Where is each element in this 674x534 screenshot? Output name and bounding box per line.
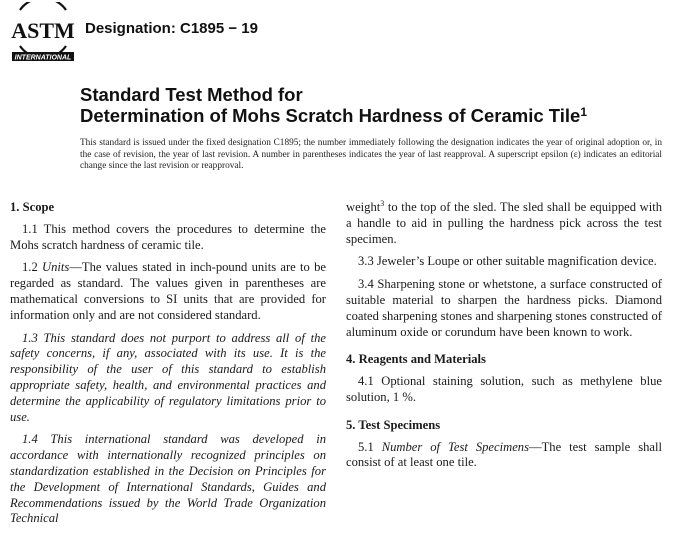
paragraph-1-2 [10, 260, 326, 323]
logo-wordmark: ASTM [11, 18, 75, 43]
paragraph-1-2-number: 1.2 [22, 260, 43, 275]
right-column [346, 200, 662, 478]
title-line-2 [80, 105, 660, 126]
designation: Designation: C1895 − 19 [85, 20, 258, 37]
footnote-3-marker: 3 [380, 198, 385, 208]
paragraph-5-1 [346, 440, 662, 472]
paragraph-1-2-label: Units [42, 260, 70, 275]
document-title [80, 84, 660, 126]
paragraph-3-3: 3.3 Jeweler’s Loupe or other suitable magnification device. [358, 254, 657, 269]
paragraph-1-4: 1.4 This international standard was developed in accordance with internationally recognized principles on standardization established in the Decision on Principles for the Development of International Standards, Guides and Recommendations issued by the World Trade Organization Technical [10, 432, 326, 526]
paragraph-1-3: 1.3 This standard does not purport to address all of the safety concerns, if any, associated with its use. It is the responsibility of the user of this standard to establish appropriate safety, health, and environmental practices and determine the applicability of regulatory limitations prior to use. [10, 330, 326, 424]
left-column [10, 200, 326, 534]
section-4-heading: 4. Reagents and Materials [346, 352, 486, 367]
title-line-2-text: Determination of Mohs Scratch Hardness of Ceramic Tile [80, 105, 581, 126]
title-line-1: Standard Test Method for [80, 84, 303, 105]
paragraph-3-4: 3.4 Sharpening stone or whetstone, a surface constructed of suitable material to sharpen the hardness picks. Diamond coated sharpening stones and sharpening stones constructed of aluminum oxide or corundum have been known to work. [346, 277, 662, 339]
paragraph-1-1: 1.1 This method covers the procedures to determine the Mohs scratch hardness of ceramic tile. [10, 221, 326, 252]
standard-notice: This standard is issued under the fixed designation C1895; the number immediately following the designation indicates the year of original adoption or, in the case of revision, the year of last revision. A number in parentheses indicates the year of last reapproval. A superscript epsilon (ε) indicates an editorial change since the last revision or reapproval. [80, 138, 662, 171]
section-5-heading: 5. Test Specimens [346, 417, 441, 432]
paragraph-5-1-text: —The test sample shall consist of at least one tile. [346, 439, 662, 470]
paragraph-continuation [346, 200, 662, 247]
astm-logo [8, 2, 78, 64]
title-footnote-marker: 1 [580, 105, 588, 119]
continuation-start: weight [346, 200, 381, 214]
continuation-end: to the top of the sled. The sled shall be equipped with a handle to aid in pulling the hardness pick across the test specimen. [346, 200, 662, 246]
paragraph-4-1: 4.1 Optional staining solution, such as methylene blue solution, 1 %. [346, 374, 662, 404]
logo-subtext: INTERNATIONAL [14, 54, 72, 62]
section-1-heading: 1. Scope [10, 200, 55, 214]
paragraph-5-1-label: Number of Test Specimens [381, 439, 529, 454]
paragraph-1-2-text: —The values stated in inch-pound units are to be regarded as standard. The values given in parentheses are mathematical conversions to SI units that are provided for information only and are not considered standard. [10, 260, 326, 322]
paragraph-5-1-number: 5.1 [358, 439, 382, 454]
